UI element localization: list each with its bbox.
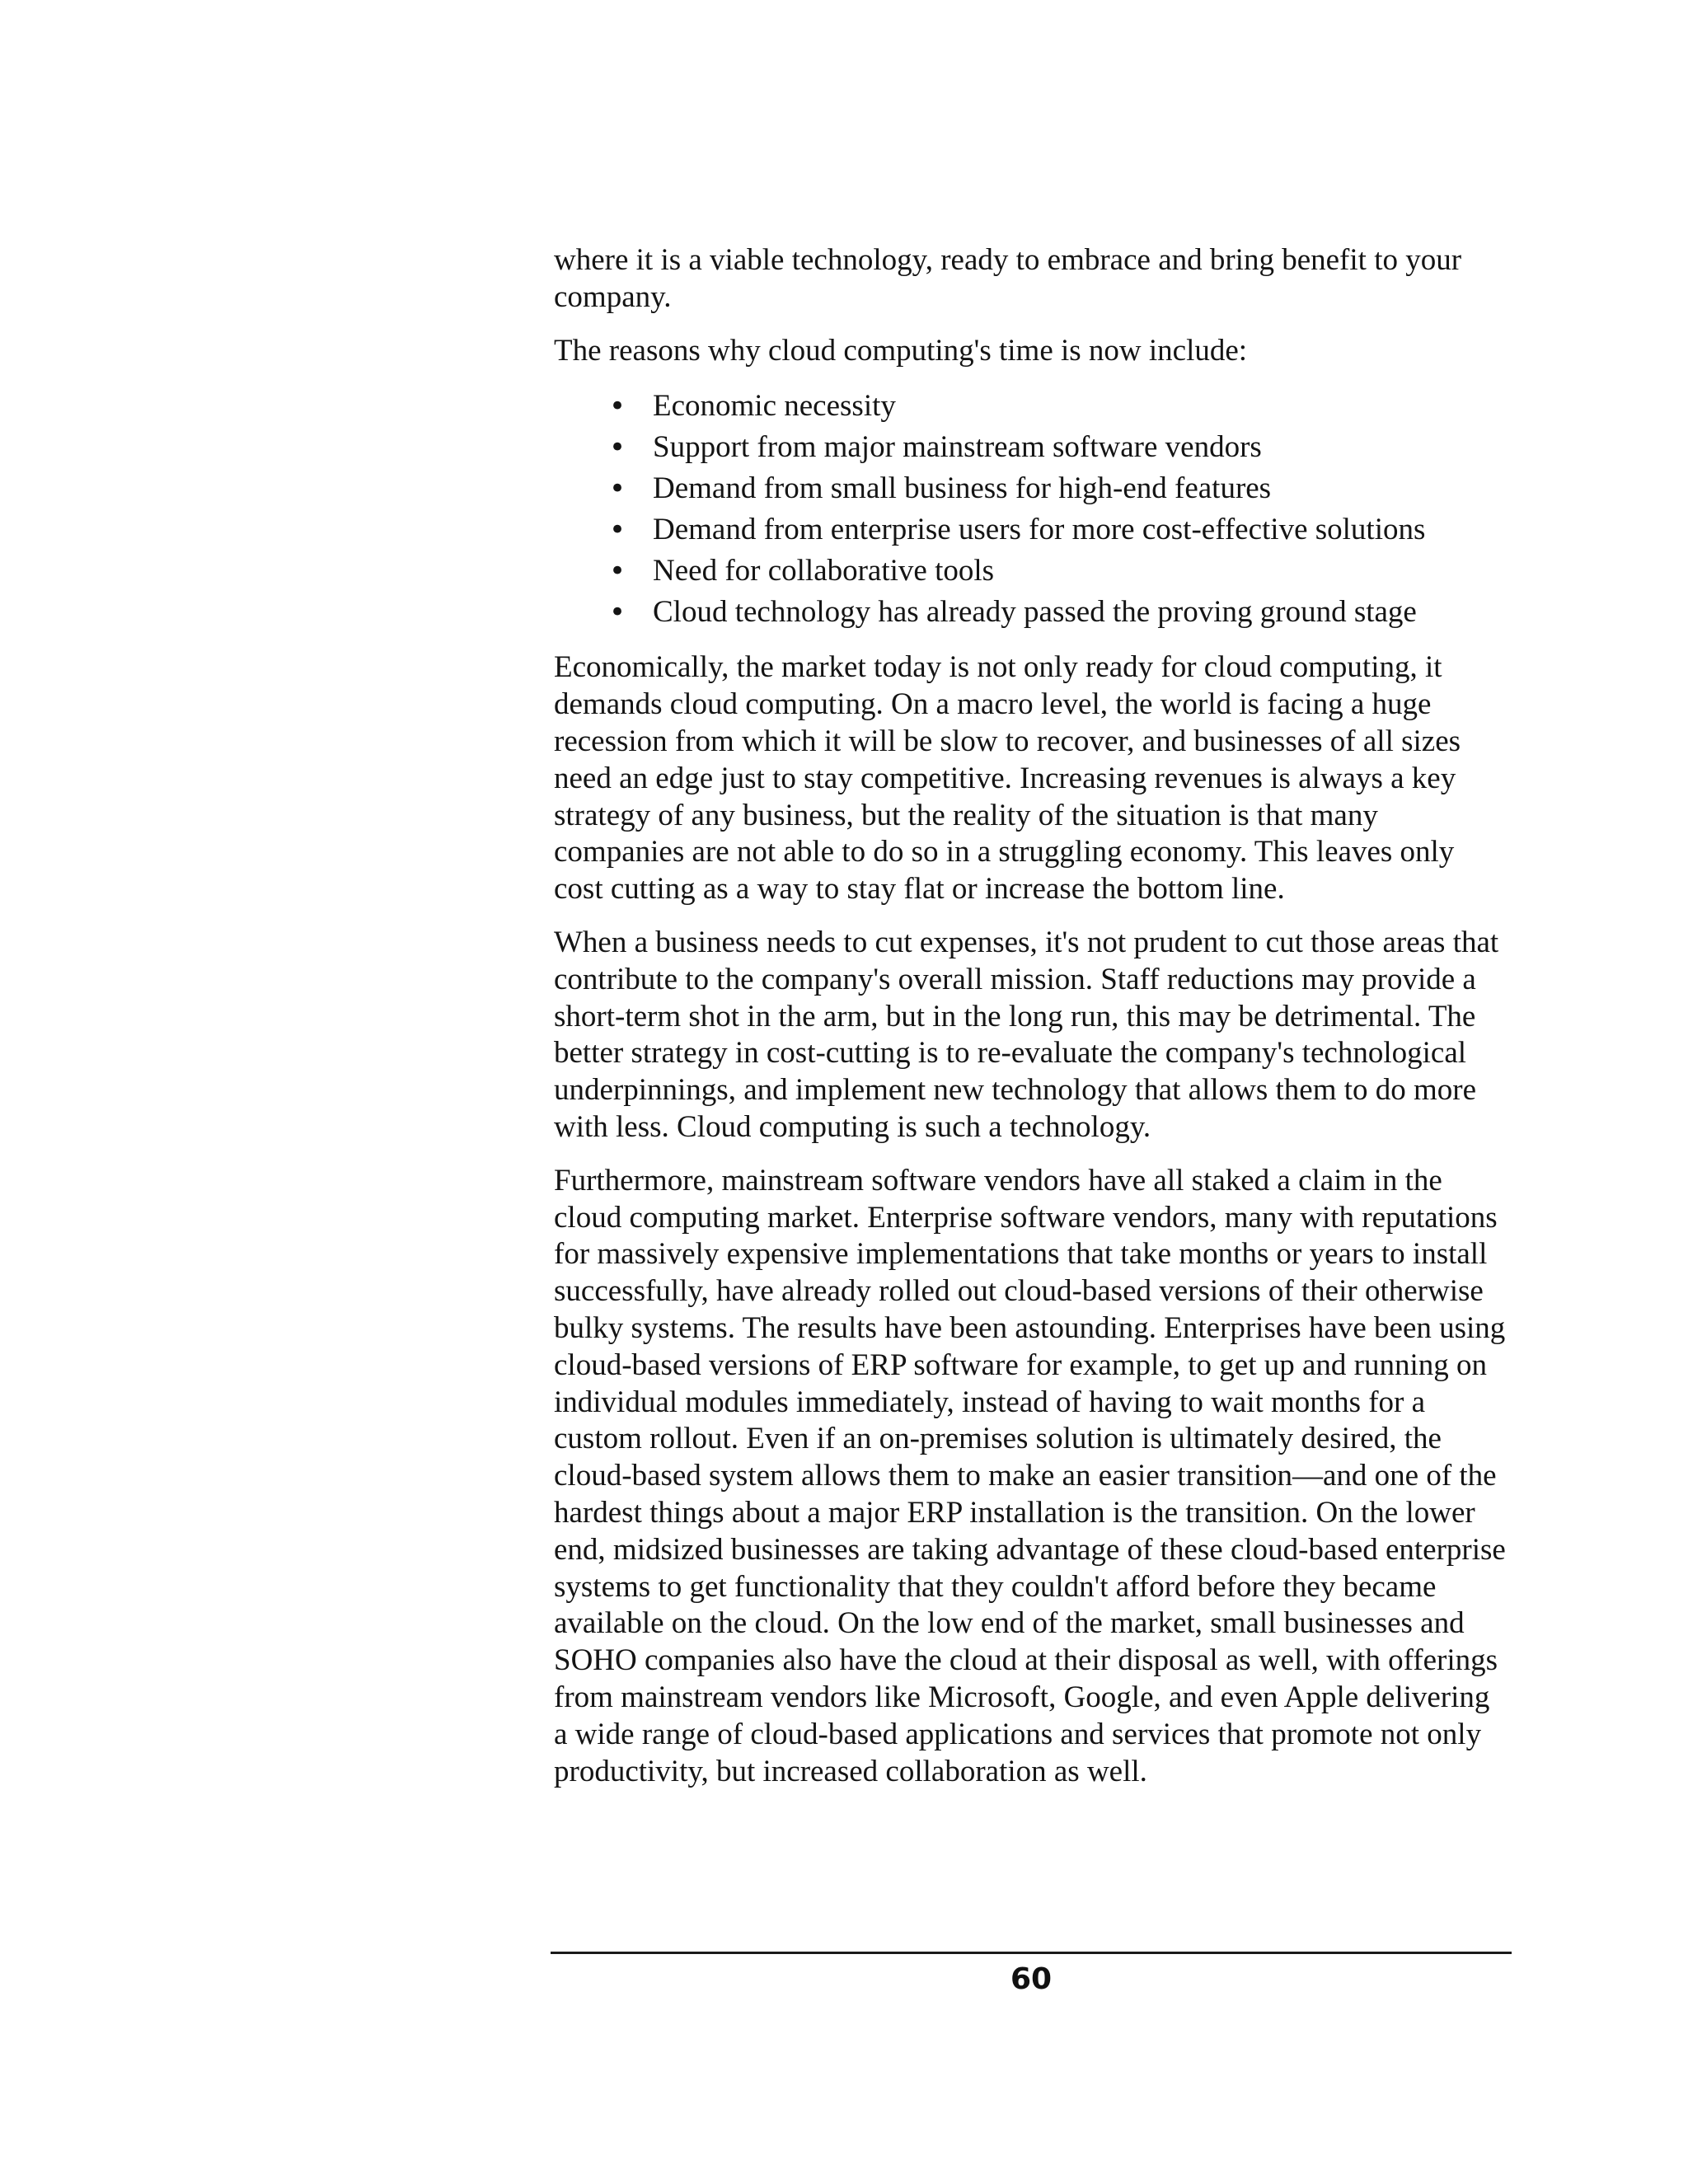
paragraph-cost-cutting: When a business needs to cut expenses, it's not prudent to cut those areas that contribute to the company's overall mission. Staff reductions may provide a short-term shot in the arm, but in the long run, this may be detrimental. The better strategy in cost-cutting is to re-evaluate the company's technological underpinnings, and implement new technology that allows them to do more with less. Cloud computing is such a technology.: [554, 925, 1499, 1144]
body-text: [554, 242, 1510, 1807]
list-item: [554, 427, 1510, 468]
list-item: [554, 468, 1510, 509]
bullet-icon: •: [608, 390, 626, 424]
bullet-icon: •: [608, 431, 626, 465]
bullet-icon: •: [608, 513, 626, 547]
list-item: [554, 551, 1510, 592]
list-item-text: Support from major mainstream software vendors: [653, 430, 1262, 465]
reasons-list: [554, 386, 1510, 633]
list-item: [554, 592, 1510, 633]
bullet-icon: •: [608, 472, 626, 506]
page-number: 60: [1010, 1962, 1053, 1996]
list-item-text: Need for collaborative tools: [653, 554, 995, 588]
paragraph-continuation: where it is a viable technology, ready to embrace and bring benefit to your company.: [554, 243, 1462, 314]
list-intro: The reasons why cloud computing's time is now include:: [554, 333, 1248, 368]
list-item-text: Demand from small business for high-end features: [653, 471, 1272, 506]
bullet-icon: •: [608, 555, 626, 588]
paragraph-vendors: Furthermore, mainstream software vendors have all staked a claim in the cloud computing market. Enterprise software vendors, many with reputations for massively expensive implementations that take months or years to install successfully, have already rolled out cloud-based versions of their otherwise bulky systems. The results have been astounding. Enterprises have been using cloud-based versions of ERP software for example, to get up and running on individual modules immediately, instead of having to wait months for a custom rollout. Even if an on-premises solution is ultimately desired, the cloud-based system allows them to make an easier transition—and one of the hardest things about a major ERP installation is the transition. On the lower end, midsized businesses are taking advantage of these cloud-based enterprise systems to get functionality that they couldn't afford before they became available on the cloud. On the low end of the market, small businesses and SOHO companies also have the cloud at their disposal as well, with offerings from mainstream vendors like Microsoft, Google, and even Apple delivering a wide range of cloud-based applications and services that promote not only productivity, but increased collaboration as well.: [554, 1163, 1506, 1788]
list-item-text: Cloud technology has already passed the proving ground stage: [653, 595, 1417, 630]
list-item-text: Demand from enterprise users for more cost-effective solutions: [653, 513, 1426, 547]
footer-divider: [551, 1952, 1512, 1954]
list-item: [554, 386, 1510, 427]
list-item: [554, 509, 1510, 551]
bullet-icon: •: [608, 596, 626, 630]
list-item-text: Economic necessity: [653, 389, 896, 424]
paragraph-economics: Economically, the market today is not only ready for cloud computing, it demands cloud computing. On a macro level, the world is facing a huge recession from which it will be slow to recover, and businesses of all sizes need an edge just to stay competitive. Increasing revenues is always a key strategy of any business, but the reality of the situation is that many companies are not able to do so in a struggling economy. This leaves only cost cutting as a way to stay flat or increase the bottom line.: [554, 650, 1461, 907]
